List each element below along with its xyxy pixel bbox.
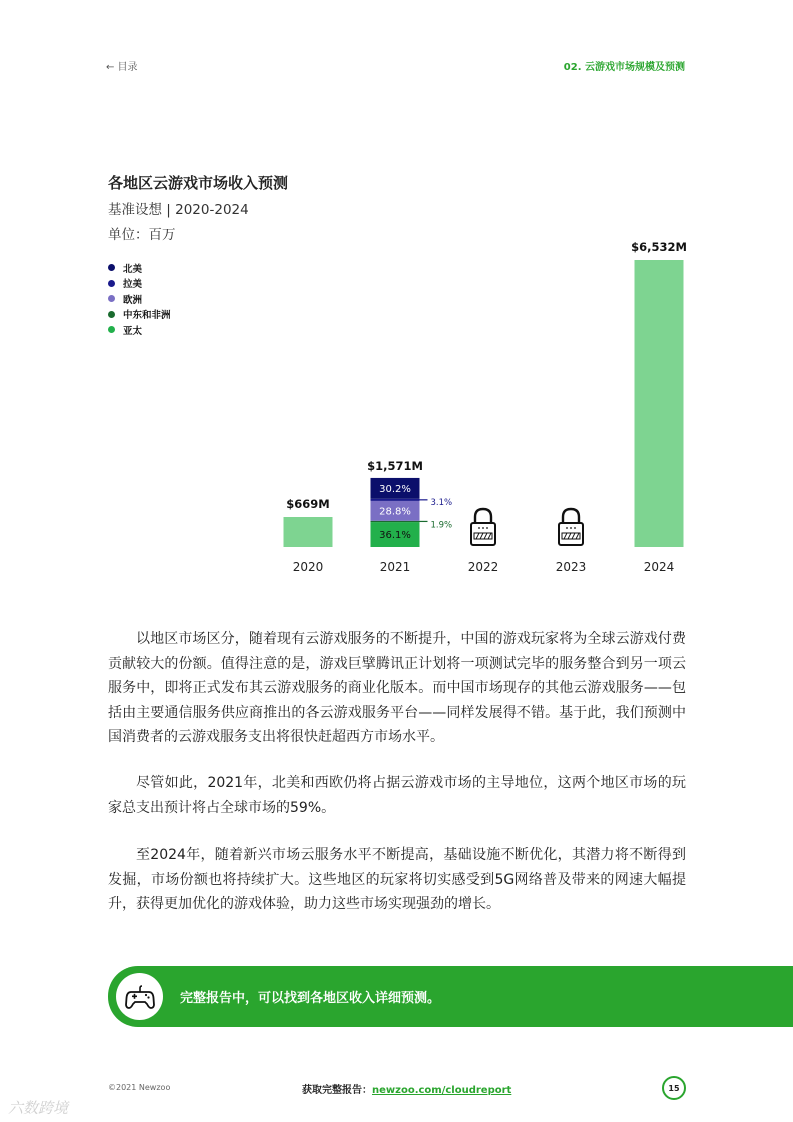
chart-unit: 单位：百万: [108, 227, 176, 243]
toc-back-link[interactable]: ← 目录: [106, 62, 138, 73]
body-paragraph-2: 尽管如此，2021年，北美和西欧仍将占据云游戏市场的主导地位，这两个地区市场的玩家总支出预计将占全球市场的59%。: [108, 775, 686, 816]
footer-report-line: [302, 1081, 511, 1096]
bar-total-label: $6,532M: [631, 240, 687, 254]
bar-2024: [635, 260, 684, 547]
segment-label: 30.2%: [379, 483, 411, 495]
bar-total-label: $1,571M: [367, 459, 423, 473]
x-tick-label: 2021: [379, 560, 411, 574]
legend-label: 欧洲: [123, 294, 143, 306]
legend-label: 北美: [123, 263, 143, 275]
segment-label: 28.8%: [379, 506, 411, 518]
legend-label: 中东和非洲: [123, 310, 171, 322]
chart-title: 各地区云游戏市场收入预测: [108, 174, 289, 192]
watermark-logo: 六数跨境: [8, 1099, 69, 1117]
segment-label: 1.9%: [430, 520, 453, 531]
bar-total-label: $669M: [286, 497, 330, 511]
callout-text: 完整报告中，可以找到各地区收入详细预测。: [180, 991, 441, 1006]
gamepad-icon: [116, 973, 163, 1020]
segment-label: 36.1%: [379, 530, 411, 542]
section-title: 02. 云游戏市场规模及预测: [563, 62, 685, 73]
x-tick-label: 2024: [643, 560, 675, 574]
x-tick-label: 2020: [292, 560, 324, 574]
full-report-callout: [108, 966, 793, 1027]
lock-icon: [471, 509, 495, 545]
report-label: 获取完整报告：: [302, 1085, 372, 1096]
x-tick-label: 2023: [555, 560, 587, 574]
bar-2020: [284, 517, 333, 547]
lock-icon: [559, 509, 583, 545]
bar-segment-2021: [371, 499, 420, 501]
bar-segment-2021: [371, 521, 420, 522]
copyright: ©2021 Newzoo: [108, 1083, 171, 1092]
x-tick-label: 2022: [467, 560, 499, 574]
segment-label: 3.1%: [430, 497, 453, 508]
body-paragraph-1: 以地区市场区分，随着现有云游戏服务的不断提升，中国的游戏玩家将为全球云游戏付费贡献较大的份额。值得注意的是，游戏巨擘腾讯正计划将一项测试完毕的服务整合到另一项云服务中，即将正式发布其云游戏服务的商业化版本。而中国市场现存的其他云游戏服务——包括由主要通信服务供应商推出的各云游戏服务平台——同样发展得不错。基于此，我们预测中国消费者的云游戏服务支出将很快赶超西方市场水平。: [108, 631, 686, 745]
body-paragraph-3: 至2024年，随着新兴市场云服务水平不断提高，基础设施不断优化，其潜力将不断得到发掘，市场份额也将持续扩大。这些地区的玩家将切实感受到5G网络普及带来的网速大幅提升，获得更加优化的游戏体验，助力这些市场实现强劲的增长。: [108, 847, 686, 912]
report-link[interactable]: newzoo.com/cloudreport: [372, 1085, 512, 1096]
legend-label: 亚太: [123, 325, 143, 337]
page-number: 15: [662, 1076, 686, 1100]
legend-label: 拉美: [123, 279, 143, 291]
chart-subtitle: 基准设想 | 2020-2024: [108, 202, 249, 218]
